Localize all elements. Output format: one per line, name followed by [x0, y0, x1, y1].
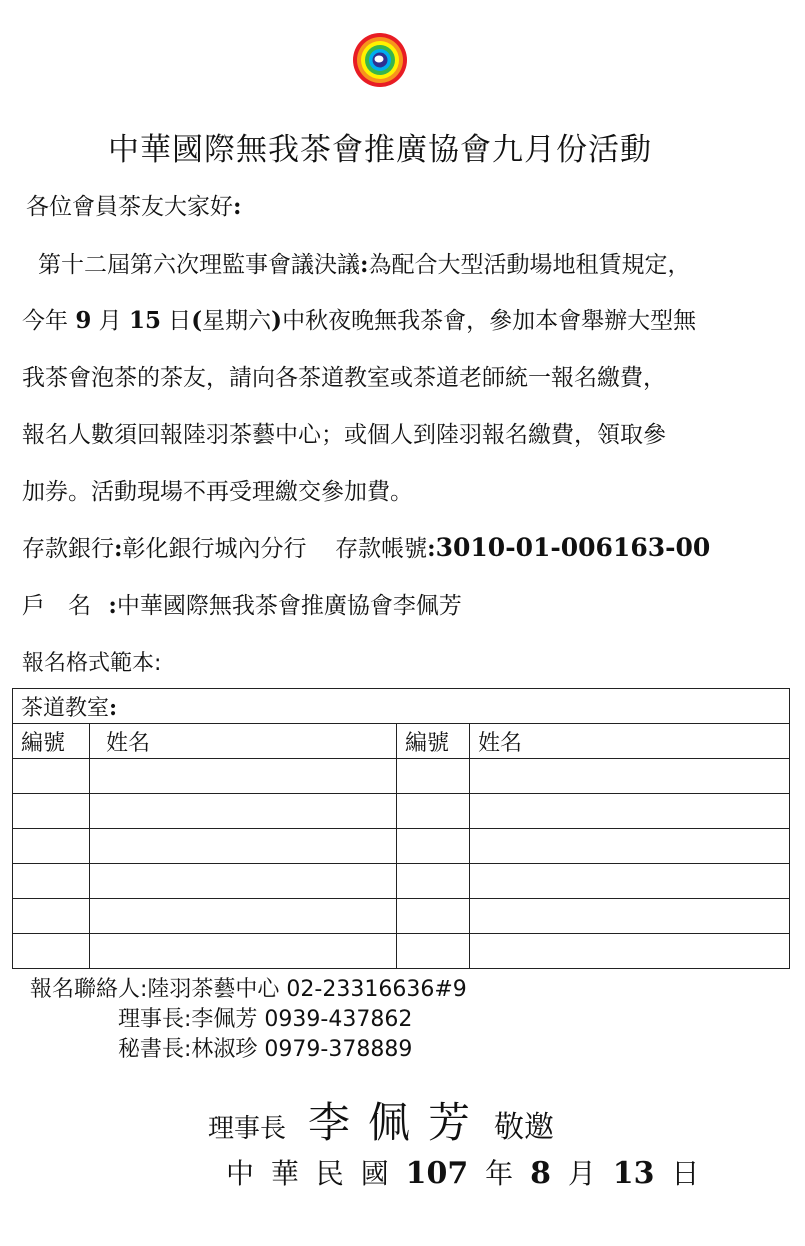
document-title: 中華國際無我茶會推廣協會九月份活動 [108, 132, 652, 168]
paragraph-line-4: 報名人數須回報陸羽茶藝中心；或個人到陸羽報名繳費，領取參 [22, 422, 666, 448]
classroom-row: 茶道教室: [13, 689, 790, 724]
paragraph-line-3: 我茶會泡茶的茶友，請向各茶道教室或茶道老師統一報名繳費， [22, 365, 666, 391]
paragraph-line-1: 第十二屆第六次理監事會議決議:為配合大型活動場地租賃規定， [38, 251, 691, 278]
classroom-label: 茶道教室 [21, 695, 110, 721]
header-name-2: 姓名 [470, 724, 790, 759]
header-number-1: 編號 [13, 724, 90, 759]
table-row [13, 829, 790, 864]
signature-closing: 敬邀 [494, 1110, 555, 1145]
document-date: 中 華 民 國 107 年 8 月 13 日 [226, 1156, 700, 1191]
contact-center: 報名聯絡人:陸羽茶藝中心 02-23316636#9 [30, 977, 467, 1002]
rainbow-circle-logo-icon [350, 30, 410, 90]
header-number-2: 編號 [397, 724, 470, 759]
table-header-row [13, 724, 790, 759]
bank-info: 存款銀行:彰化銀行城內分行 存款帳號:3010-01-006163-00 [22, 533, 711, 562]
signature-name: 李佩芳 [308, 1098, 489, 1147]
table-row [13, 759, 790, 794]
account-holder: 戶 名 :中華國際無我茶會推廣協會李佩芳 [22, 592, 462, 619]
event-day: 15 [128, 307, 161, 334]
contact-chairman: 理事長:李佩芳 0939-437862 [118, 1007, 413, 1032]
sample-label: 報名格式範本: [22, 651, 162, 676]
paragraph-line-2: 今年 9 月 15 日(星期六)中秋夜晚無我茶會，參加本會舉辦大型無 [22, 307, 697, 334]
contact-secretary: 秘書長:林淑珍 0979-378889 [118, 1037, 413, 1062]
signature-role: 理事長 [208, 1114, 287, 1144]
event-month: 9 [75, 307, 92, 334]
table-row [13, 794, 790, 829]
signature-line [208, 1090, 554, 1150]
table-row [13, 934, 790, 969]
registration-form-table [12, 688, 790, 969]
greeting: 各位會員茶友大家好: [26, 193, 242, 220]
table-row [13, 899, 790, 934]
table-row [13, 864, 790, 899]
header-name-1: 姓名 [90, 724, 397, 759]
account-number: 3010-01-006163-00 [435, 533, 711, 562]
paragraph-line-5: 加券。活動現場不再受理繳交參加費。 [22, 479, 413, 505]
bank-name: 彰化銀行城內分行 [122, 536, 307, 562]
